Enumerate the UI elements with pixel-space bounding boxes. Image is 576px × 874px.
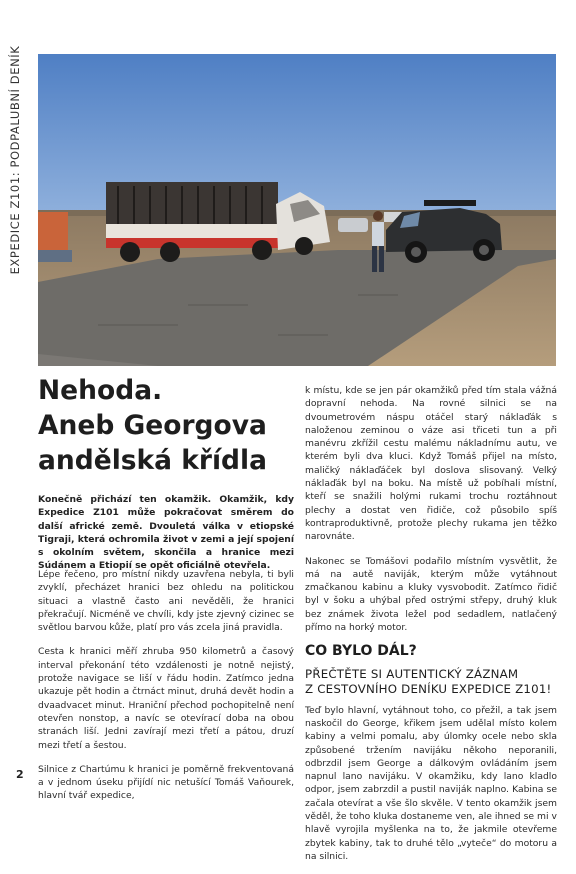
person	[372, 222, 384, 246]
left-column	[38, 568, 294, 814]
section-title: CO BYLO DÁL?	[305, 643, 417, 660]
headline-line-3: andělská křídla	[38, 445, 267, 476]
section-subtitle	[305, 667, 557, 698]
article-headline	[38, 373, 293, 478]
paragraph: Lépe řečeno, pro místní nikdy uzavřena nebyla, ti byli zvyklí, přecházet hranici bez ohledu na politickou situaci a vlastně často ani nevěděli, že hranici překračují. Nicméně ve chvíli, kdy jste zjevný cizinec se světlou barvou kůže, platí pro vás zcela jiná pravidla.	[38, 569, 294, 634]
accident-photo-illustration	[38, 54, 556, 366]
section-label	[4, 40, 26, 280]
crashed-truck-bed	[106, 182, 278, 226]
paragraph: Cesta k hranici měří zhruba 950 kilometrů a časový interval překonání této vzdálenosti je notně nejistý, protože navigace se liší v řádu hodin. Zatímco jedna ukazuje pět hodin a čtrnáct minut, druhá devět hodin a dvaadvacet minut. Hraniční přechod pochopitelně není otevřen nonstop, a navíc se otevírací doba na obou stranách liší. Jedni zavírají mezi třetí a pátou, druzí mezi třetí a šestou.	[38, 646, 294, 751]
paragraph: k místu, kde se jen pár okamžiků před tím stala vážná dopravní nehoda. Na rovné silnici se na dvoumetrovém náspu otáčel starý náklaďák s naloženou zeminou o váze asi třiceti tun a při manévru zkřížil cestu malému nákladnímu autu, ve kterém byli dva kluci. Když Tomáš přijel na místo, maličký náklaďáček byl doslova slisovaný. Velký náklaďák byl na boku. Na místě už pobíhali místní, kteří se snažili holými rukami trochu roztáhnout plechy a dostat ven řidiče, což působilo spíš kontraproduktivně, protože plechy rukama jen těžko narovnáte.	[305, 385, 557, 543]
subtitle-line-1: PŘEČTĚTE SI AUTENTICKÝ ZÁZNAM	[305, 666, 519, 681]
accident-photo	[38, 54, 556, 366]
section-label-text: EXPEDICE Z101: PODPALUBNÍ DENÍK	[8, 45, 22, 275]
article-lead: Konečně přichází ten okamžik. Okamžik, kdy Expedice Z101 může pokračovat směrem do další africké země. Dvouletá válka v etiopské Tigraji, která ochromila život v zemi a její spojení s okolním světem, skončila a hranice mezi Súdánem a Etiopií se opět oficiálně otevřela.	[38, 494, 294, 572]
headline-line-2: Aneb Georgova	[38, 410, 267, 441]
right-column	[305, 384, 557, 874]
diary-excerpt: Teď bylo hlavní, vytáhnout toho, co přežil, a tak jsem naskočil do George, křikem jsem udělal místo kolem kabiny a velmi pomalu, aby úlomky ocele nebo skla způsobené tržením navijáku někoho neporanili, odbrzdil jsem George a dálkovým ovládáním jsem napnul lano navijáku. V okamžiku, kdy lano kladlo odpor, jsem zabrzdil a pustil naviják naplno. Kabina se začala otevírat a vše šlo skvěle. V tento okamžik jsem věděl, že toho kluka dostaneme ven, ale ihned se mi v hlavě vyrojila myšlenka na to, že jakmile otevřeme zbytek kabiny, tak to druhé tělo „vyteče“ do motoru a na silnici.	[305, 704, 557, 862]
paragraph: Silnice z Chartúmu k hranici je poměrně frekventovaná a v jednom úseku přijídí nic netušící Tomáš Vaňourek, hlavní tvář expedice,	[38, 763, 294, 802]
page-number: 2	[16, 768, 24, 781]
distant-car	[338, 218, 368, 232]
headline-line-1: Nehoda.	[38, 375, 163, 406]
subtitle-line-2: Z CESTOVNÍHO DENÍKU EXPEDICE Z101!	[305, 682, 552, 697]
paragraph: Nakonec se Tomášovi podařilo místním vysvětlit, že má na autě naviják, kterým může vytáhnout zmačkanou kabinu a kluky vysvobodit. Zatímco řidič byl v šoku a uhýbal před ostrými střepy, druhý kluk bez známek života ležel pod sedadlem, natlačený přímo na horký motor.	[305, 555, 557, 634]
